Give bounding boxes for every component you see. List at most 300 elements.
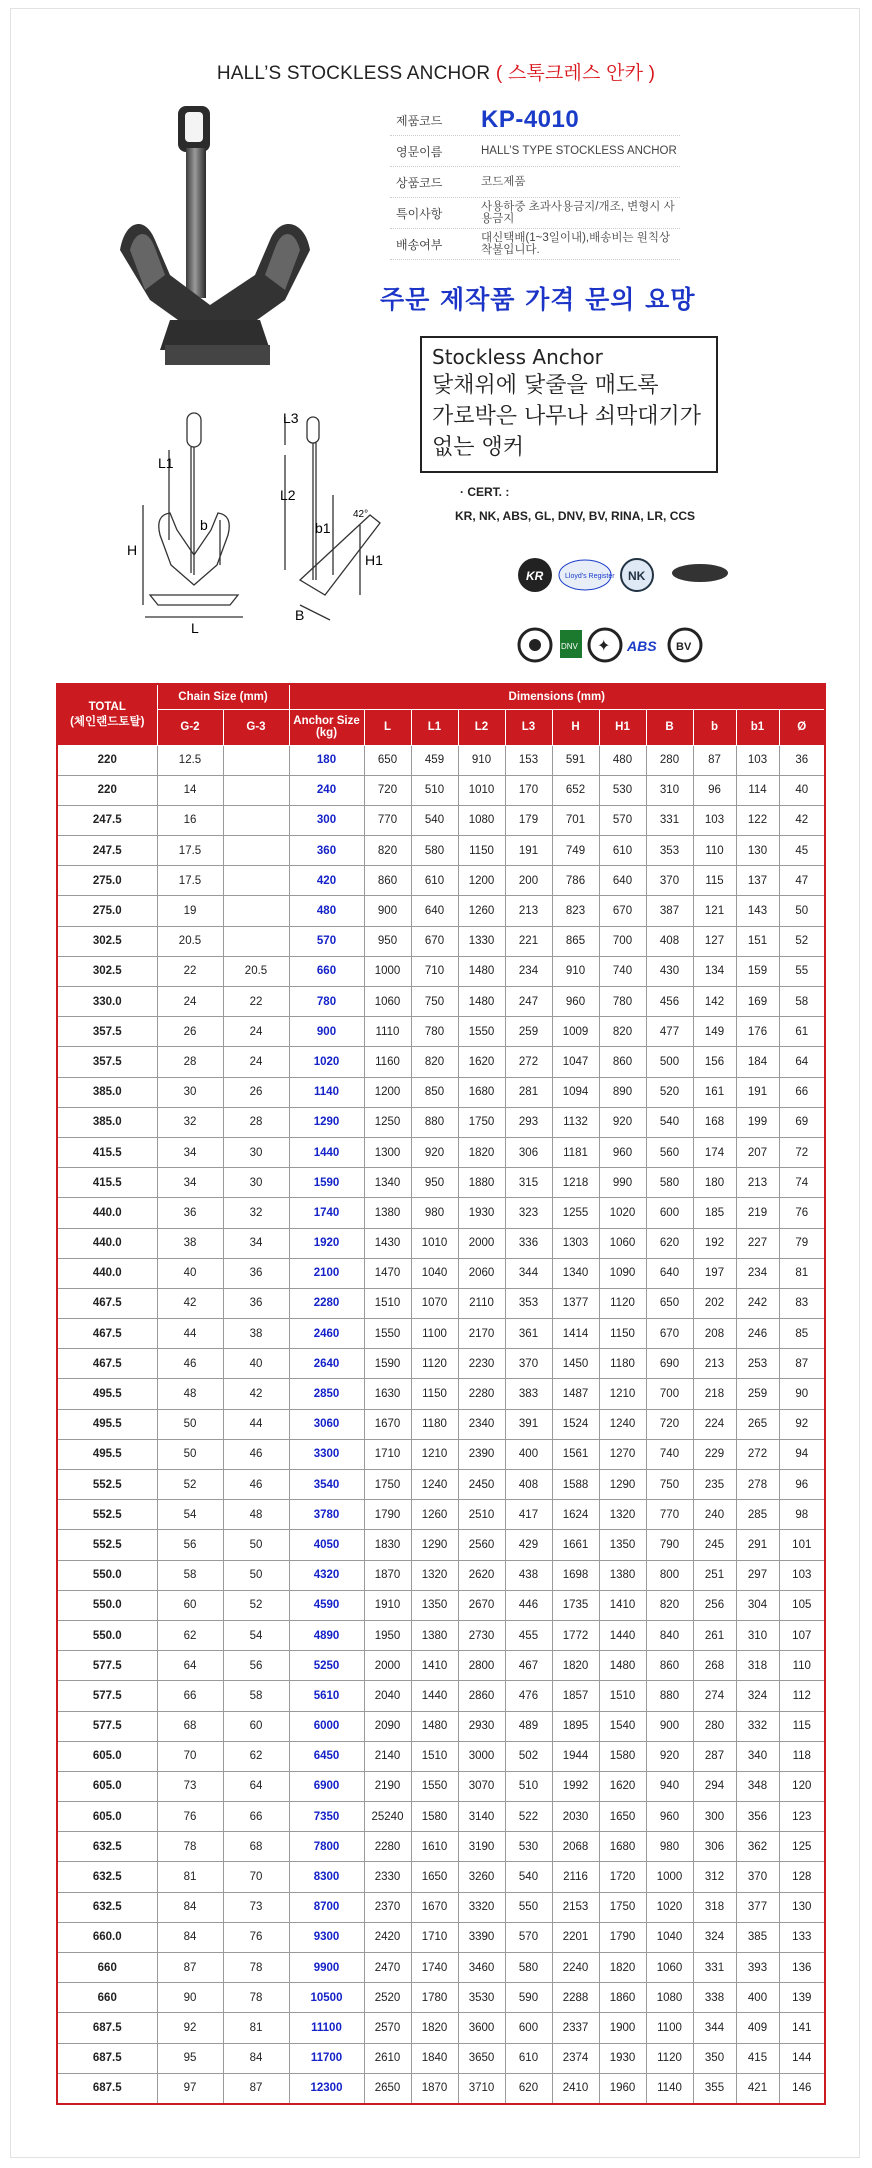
table-cell: 81 [779, 1258, 825, 1288]
table-cell: 110 [693, 836, 736, 866]
table-cell: 174 [693, 1137, 736, 1167]
table-cell: 495.5 [57, 1439, 157, 1469]
table-cell: 310 [736, 1620, 779, 1650]
table-row [57, 1771, 825, 1801]
table-cell: 2650 [364, 2073, 411, 2104]
label-H: H [127, 542, 138, 558]
info-row [390, 105, 680, 136]
table-cell: 242 [736, 1288, 779, 1318]
table-cell: 570 [599, 805, 646, 835]
table-cell: 103 [779, 1560, 825, 1590]
table-cell: 370 [736, 1862, 779, 1892]
table-cell: 357.5 [57, 1017, 157, 1047]
table-row [57, 1017, 825, 1047]
table-cell: 820 [364, 836, 411, 866]
spec-table [56, 683, 826, 2105]
table-cell: 61 [779, 1017, 825, 1047]
table-cell: 1920 [289, 1228, 364, 1258]
table-cell: 1180 [599, 1349, 646, 1379]
table-cell: 1180 [411, 1409, 458, 1439]
table-cell: 1480 [458, 956, 505, 986]
table-cell: 690 [646, 1349, 693, 1379]
table-cell: 2670 [458, 1590, 505, 1620]
description-line: 없는 앵커 [432, 435, 525, 460]
table-cell: 1510 [364, 1288, 411, 1318]
table-cell: 1670 [411, 1892, 458, 1922]
table-cell: 750 [411, 987, 458, 1017]
table-cell [223, 745, 289, 775]
table-row [57, 1560, 825, 1590]
table-cell: 2610 [364, 2043, 411, 2073]
table-cell: 480 [599, 745, 646, 775]
table-cell: 169 [736, 987, 779, 1017]
table-cell: 1650 [411, 1862, 458, 1892]
table-row [57, 866, 825, 896]
table-cell: 1090 [599, 1258, 646, 1288]
table-cell: 340 [736, 1741, 779, 1771]
table-cell: 275.0 [57, 896, 157, 926]
table-cell: 56 [157, 1530, 223, 1560]
table-cell: 46 [223, 1439, 289, 1469]
table-row [57, 1107, 825, 1137]
table-cell: 153 [505, 745, 552, 775]
table-cell: 510 [411, 775, 458, 805]
table-cell: 2560 [458, 1530, 505, 1560]
description-title: Stockless Anchor [432, 345, 603, 369]
description-box [420, 336, 718, 473]
table-cell: 1210 [411, 1439, 458, 1469]
table-cell: 391 [505, 1409, 552, 1439]
table-cell: 58 [223, 1681, 289, 1711]
label-B: B [295, 607, 305, 623]
table-cell: 247.5 [57, 836, 157, 866]
table-cell: 421 [736, 2073, 779, 2104]
table-cell: 84 [223, 2043, 289, 2073]
table-cell: 1830 [364, 1530, 411, 1560]
table-cell: 820 [411, 1047, 458, 1077]
table-cell: 5610 [289, 1681, 364, 1711]
table-cell: 40 [779, 775, 825, 805]
table-cell: 156 [693, 1047, 736, 1077]
table-cell: 130 [779, 1892, 825, 1922]
table-cell: 94 [779, 1439, 825, 1469]
table-cell: 860 [364, 866, 411, 896]
table-cell: 1100 [646, 2013, 693, 2043]
table-cell: 259 [505, 1017, 552, 1047]
table-cell: 2280 [364, 1832, 411, 1862]
table-cell: 274 [693, 1681, 736, 1711]
table-cell: 287 [693, 1741, 736, 1771]
table-cell: 1930 [599, 2043, 646, 2073]
table-row [57, 1741, 825, 1771]
table-cell: 980 [646, 1832, 693, 1862]
table-cell: 540 [411, 805, 458, 835]
table-cell: 440.0 [57, 1228, 157, 1258]
table-cell: 1440 [411, 1681, 458, 1711]
table-cell: 4890 [289, 1620, 364, 1650]
info-row [390, 136, 680, 167]
table-cell: 1750 [458, 1107, 505, 1137]
table-cell: 550.0 [57, 1590, 157, 1620]
table-cell: 66 [779, 1077, 825, 1107]
table-cell: 1260 [458, 896, 505, 926]
table-cell: 400 [736, 1983, 779, 2013]
table-cell: 820 [646, 1590, 693, 1620]
table-cell: 1470 [364, 1258, 411, 1288]
table-cell: 42 [157, 1288, 223, 1318]
table-cell: 66 [223, 1802, 289, 1832]
table-cell: 234 [736, 1258, 779, 1288]
table-cell: 1255 [552, 1198, 599, 1228]
table-cell: 54 [157, 1500, 223, 1530]
table-cell: 34 [157, 1168, 223, 1198]
table-cell: 6450 [289, 1741, 364, 1771]
label-b: b [200, 517, 208, 533]
seal-logo [519, 629, 551, 661]
table-cell: 1735 [552, 1590, 599, 1620]
table-cell: 240 [693, 1500, 736, 1530]
table-row [57, 1258, 825, 1288]
table-cell: 950 [364, 926, 411, 956]
table-cell: 3710 [458, 2073, 505, 2104]
table-cell: 1330 [458, 926, 505, 956]
table-cell: 98 [779, 1500, 825, 1530]
table-cell: 306 [693, 1832, 736, 1862]
table-cell: 38 [223, 1319, 289, 1349]
table-cell: 480 [289, 896, 364, 926]
table-cell: 610 [411, 866, 458, 896]
table-cell: 26 [223, 1077, 289, 1107]
table-cell: 30 [157, 1077, 223, 1107]
table-cell: 227 [736, 1228, 779, 1258]
table-cell: 81 [157, 1862, 223, 1892]
table-row [57, 1228, 825, 1258]
table-cell: 24 [157, 987, 223, 1017]
table-cell: 1710 [364, 1439, 411, 1469]
table-cell: 54 [223, 1620, 289, 1650]
table-cell: 2860 [458, 1681, 505, 1711]
table-cell: 1880 [458, 1168, 505, 1198]
table-row [57, 1439, 825, 1469]
table-cell: 1710 [411, 1922, 458, 1952]
table-cell: 700 [599, 926, 646, 956]
table-cell: 11100 [289, 2013, 364, 2043]
table-cell: 1740 [289, 1198, 364, 1228]
table-cell: 740 [599, 956, 646, 986]
table-cell: 2068 [552, 1832, 599, 1862]
table-cell: 3260 [458, 1862, 505, 1892]
table-cell: 197 [693, 1258, 736, 1288]
table-cell: 32 [223, 1198, 289, 1228]
table-cell: 72 [779, 1137, 825, 1167]
table-cell: 1140 [646, 2073, 693, 2104]
table-cell [223, 836, 289, 866]
table-cell: 522 [505, 1802, 552, 1832]
table-cell: 560 [646, 1137, 693, 1167]
table-cell: 207 [736, 1137, 779, 1167]
table-cell: 610 [599, 836, 646, 866]
table-cell: 50 [157, 1409, 223, 1439]
table-row [57, 896, 825, 926]
info-key: 제품코드 [396, 113, 443, 128]
table-cell: 149 [693, 1017, 736, 1047]
table-cell: 550.0 [57, 1620, 157, 1650]
table-cell: 1588 [552, 1470, 599, 1500]
table-cell: 246 [736, 1319, 779, 1349]
table-cell: 749 [552, 836, 599, 866]
svg-text:ABS: ABS [627, 638, 657, 654]
product-info [390, 105, 680, 260]
table-cell: 14 [157, 775, 223, 805]
header-L1: L1 [411, 709, 458, 745]
table-cell: 2170 [458, 1319, 505, 1349]
table-cell: 285 [736, 1500, 779, 1530]
table-cell: 820 [599, 1017, 646, 1047]
table-cell: 1895 [552, 1711, 599, 1741]
table-cell: 1380 [599, 1560, 646, 1590]
table-cell: 780 [599, 987, 646, 1017]
table-cell: 55 [779, 956, 825, 986]
table-cell: 87 [693, 745, 736, 775]
table-cell: 890 [599, 1077, 646, 1107]
table-cell: 265 [736, 1409, 779, 1439]
info-key: 배송여부 [396, 237, 443, 252]
table-cell: 1960 [599, 2073, 646, 2104]
table-cell: 750 [646, 1470, 693, 1500]
table-cell: 235 [693, 1470, 736, 1500]
table-cell: 2280 [458, 1379, 505, 1409]
table-cell: 1380 [364, 1198, 411, 1228]
table-cell: 370 [505, 1349, 552, 1379]
table-cell: 960 [599, 1137, 646, 1167]
table-cell: 112 [779, 1681, 825, 1711]
table-cell: 62 [223, 1741, 289, 1771]
table-cell: 860 [646, 1651, 693, 1681]
table-cell: 502 [505, 1741, 552, 1771]
header-g3: G-3 [223, 709, 289, 745]
table-cell: 34 [157, 1137, 223, 1167]
table-cell: 910 [552, 956, 599, 986]
table-cell: 202 [693, 1288, 736, 1318]
table-cell: 393 [736, 1953, 779, 1983]
table-cell: 2340 [458, 1409, 505, 1439]
table-cell: 50 [779, 896, 825, 926]
table-cell: 1698 [552, 1560, 599, 1590]
table-cell: 85 [779, 1319, 825, 1349]
anchor-photo [110, 100, 410, 390]
table-cell: 76 [779, 1198, 825, 1228]
table-cell: 6900 [289, 1771, 364, 1801]
table-cell: 1218 [552, 1168, 599, 1198]
table-row [57, 1922, 825, 1952]
table-cell: 880 [411, 1107, 458, 1137]
table-row [57, 1349, 825, 1379]
table-cell: 1630 [364, 1379, 411, 1409]
title-en: HALL’S STOCKLESS ANCHOR [216, 63, 491, 84]
table-cell: 87 [779, 1349, 825, 1379]
table-cell: 550 [505, 1892, 552, 1922]
table-cell: 361 [505, 1319, 552, 1349]
table-cell: 1550 [458, 1017, 505, 1047]
table-cell: 218 [693, 1379, 736, 1409]
header-total: TOTAL (체인랜드토탈) [57, 684, 157, 745]
table-cell: 280 [646, 745, 693, 775]
table-cell: 2850 [289, 1379, 364, 1409]
table-cell: 477 [646, 1017, 693, 1047]
table-cell: 1680 [458, 1077, 505, 1107]
table-cell: 96 [779, 1470, 825, 1500]
table-cell: 415 [736, 2043, 779, 2073]
technical-drawing [125, 405, 425, 655]
table-cell: 83 [779, 1288, 825, 1318]
table-cell: 66 [157, 1681, 223, 1711]
table-cell: 76 [157, 1802, 223, 1832]
table-cell: 133 [779, 1922, 825, 1952]
table-cell: 1790 [599, 1922, 646, 1952]
table-cell: 130 [736, 836, 779, 866]
info-row [390, 229, 680, 260]
table-cell: 2090 [364, 1711, 411, 1741]
table-row [57, 745, 825, 775]
table-cell: 800 [646, 1560, 693, 1590]
table-cell: 64 [779, 1047, 825, 1077]
table-cell: 64 [157, 1651, 223, 1681]
table-cell: 1240 [599, 1409, 646, 1439]
table-cell: 1181 [552, 1137, 599, 1167]
table-cell: 600 [646, 1198, 693, 1228]
table-cell: 92 [157, 2013, 223, 2043]
abs-logo [626, 638, 657, 654]
table-cell: 1590 [289, 1168, 364, 1198]
table-row [57, 1500, 825, 1530]
table-cell: 24 [223, 1017, 289, 1047]
table-cell: 324 [693, 1922, 736, 1952]
table-cell: 118 [779, 1741, 825, 1771]
table-cell: 1992 [552, 1771, 599, 1801]
table-cell: 331 [693, 1953, 736, 1983]
table-cell: 224 [693, 1409, 736, 1439]
table-cell: 580 [505, 1953, 552, 1983]
table-cell: 12300 [289, 2073, 364, 2104]
table-cell: 28 [157, 1047, 223, 1077]
table-cell: 605.0 [57, 1741, 157, 1771]
table-cell: 370 [646, 866, 693, 896]
table-cell: 70 [223, 1862, 289, 1892]
table-cell: 620 [646, 1228, 693, 1258]
lloyds-logo [559, 560, 615, 590]
table-cell: 610 [505, 2043, 552, 2073]
table-cell: 234 [505, 956, 552, 986]
table-cell: 213 [693, 1349, 736, 1379]
table-cell: 900 [646, 1711, 693, 1741]
table-cell: 128 [779, 1862, 825, 1892]
table-row [57, 836, 825, 866]
table-row [57, 1953, 825, 1983]
table-cell: 47 [779, 866, 825, 896]
table-cell: 850 [411, 1077, 458, 1107]
table-cell: 36 [223, 1288, 289, 1318]
certifications [455, 485, 695, 523]
table-cell: 350 [693, 2043, 736, 2073]
table-cell: 2190 [364, 1771, 411, 1801]
table-cell: 68 [223, 1832, 289, 1862]
table-cell: 300 [289, 805, 364, 835]
table-cell: 600 [505, 2013, 552, 2043]
table-cell: 310 [646, 775, 693, 805]
table-cell: 2116 [552, 1862, 599, 1892]
table-cell: 272 [736, 1439, 779, 1469]
table-cell: 570 [289, 926, 364, 956]
table-cell: 73 [223, 1892, 289, 1922]
table-cell: 134 [693, 956, 736, 986]
table-cell: 1487 [552, 1379, 599, 1409]
table-cell: 670 [411, 926, 458, 956]
table-cell: 17.5 [157, 866, 223, 896]
table-cell: 78 [157, 1832, 223, 1862]
table-cell: 910 [458, 745, 505, 775]
table-cell: 9300 [289, 1922, 364, 1952]
table-cell: 687.5 [57, 2043, 157, 2073]
table-cell: 353 [646, 836, 693, 866]
table-cell: 281 [505, 1077, 552, 1107]
table-cell: 1580 [411, 1802, 458, 1832]
table-cell: 1020 [289, 1047, 364, 1077]
table-cell: 1303 [552, 1228, 599, 1258]
table-cell: 2570 [364, 2013, 411, 2043]
table-cell: 52 [157, 1470, 223, 1500]
table-cell: 268 [693, 1651, 736, 1681]
table-row [57, 1409, 825, 1439]
cert-list: KR, NK, ABS, GL, DNV, BV, RINA, LR, CCS [455, 509, 696, 523]
table-row [57, 1530, 825, 1560]
table-cell: 300 [693, 1802, 736, 1832]
table-cell: 701 [552, 805, 599, 835]
table-cell: 577.5 [57, 1681, 157, 1711]
table-row [57, 987, 825, 1017]
table-cell: 141 [779, 2013, 825, 2043]
table-cell: 1070 [411, 1288, 458, 1318]
table-cell: 8300 [289, 1862, 364, 1892]
table-cell: 1010 [458, 775, 505, 805]
table-cell: 591 [552, 745, 599, 775]
table-cell: 1944 [552, 1741, 599, 1771]
table-cell: 96 [693, 775, 736, 805]
kr-logo [518, 558, 552, 592]
table-cell: 1094 [552, 1077, 599, 1107]
info-row [390, 198, 680, 229]
table-cell: 294 [693, 1771, 736, 1801]
table-cell: 11700 [289, 2043, 364, 2073]
table-cell: 3070 [458, 1771, 505, 1801]
table-cell: 353 [505, 1288, 552, 1318]
table-cell: 720 [364, 775, 411, 805]
table-cell: 125 [779, 1832, 825, 1862]
table-cell: 1377 [552, 1288, 599, 1318]
label-L3: L3 [283, 410, 299, 426]
table-cell: 1290 [289, 1107, 364, 1137]
table-cell: 786 [552, 866, 599, 896]
table-cell: 3600 [458, 2013, 505, 2043]
table-cell: 3190 [458, 1832, 505, 1862]
table-cell: 1650 [599, 1802, 646, 1832]
table-cell: 253 [736, 1349, 779, 1379]
table-cell: 84 [157, 1892, 223, 1922]
table-cell: 430 [646, 956, 693, 986]
table-cell: 640 [411, 896, 458, 926]
table-cell: 552.5 [57, 1470, 157, 1500]
table-row [57, 1590, 825, 1620]
table-cell: 103 [693, 805, 736, 835]
